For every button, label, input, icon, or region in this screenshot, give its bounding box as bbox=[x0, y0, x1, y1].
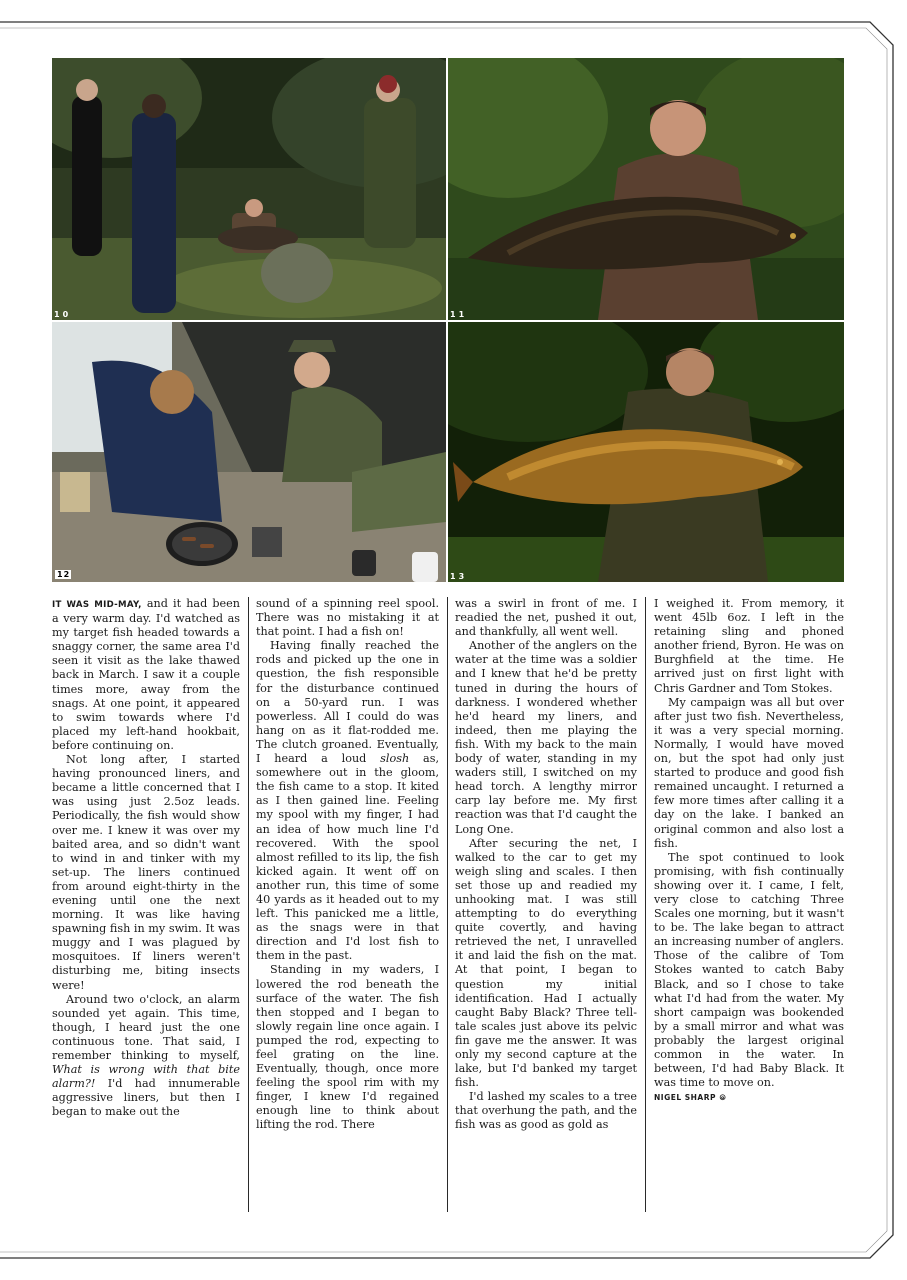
photo-number: 13 bbox=[450, 572, 468, 581]
paragraph: My campaign was all but over after just two fish. Nevertheless, it was a very special morning. Normally, I would have moved on, but the spot had only just started to produce and good fish remained uncaught. I returned a few more times after calling it a day on the lake. I banked an original common and also lost a fish. bbox=[654, 695, 844, 850]
end-mark-icon: ⦾ bbox=[719, 1093, 727, 1103]
photo-number: 11 bbox=[450, 310, 468, 319]
paragraph: The spot continued to look promising, with fish continually showing over it. I came, I felt, very close to catching Three Scales one morning, but it wasn't to be. The lake began to attract an increasing number of anglers. Those of the calibre of Tom Stokes wanted to catch Baby Black, and so I chose to take what I'd had from the water. My short campaign was bookended by a small mirror and what was probably the largest original common in the water. In between, I'd had Baby Black. It was time to move on. bbox=[654, 850, 844, 1090]
paragraph: I weighed it. From memory, it went 45lb 6oz. I left in the retaining sling and phoned another friend, Byron. He was on Burghfield at the time. He arrived just on first light with Chris Gardner and Tom Stokes. bbox=[654, 597, 844, 695]
author-signature: NIGEL SHARP bbox=[654, 1093, 716, 1103]
angler-mirror-carp-photo bbox=[448, 58, 844, 320]
photo-number: 10 bbox=[54, 310, 72, 319]
paragraph: Having finally reached the rods and picked up the one in question, the fish responsible for the disturbance continued on a 50-yard run. I was powerless. All I could do was hang on as it flat-rodded me. The clutch groaned. Eventually, I heard a loud slosh as, somewhere out in the gloom, the fish came to a stop. It kited as I then gained line. Feeling my spool with my finger, I had an idea of how much line I'd recovered. With the spool almost refilled to its lip, the fish kicked again. It went off on another run, this time of some 40 yards as it headed out to my left. This panicked me a little, as the snags were in that direction and I'd lost fish to them in the past. bbox=[256, 639, 440, 963]
common-carp-photo-icon bbox=[448, 322, 844, 582]
column-divider bbox=[645, 597, 646, 1212]
byline bbox=[654, 1090, 844, 1105]
paragraph: After securing the net, I walked to the car to get my weigh sling and scales. I then set those up and readied my unhooking mat. I was still attempting to do everything quite covertly, and having retrieved the net, I unravelled it and laid the fish on the mat. At that point, I began to question my initial identification. Had I actually caught Baby Black? Three tell-tale scales just above its pelvic fin gave me the answer. It was only my second capture at the lake, but I'd banked my target fish. bbox=[455, 836, 637, 1090]
column-divider bbox=[447, 597, 448, 1212]
camp-group-photo-icon bbox=[52, 58, 446, 320]
paragraph: was a swirl in front of me. I readied the net, pushed it out, and thankfully, all went well. bbox=[455, 597, 637, 639]
paragraph: Another of the anglers on the water at the time was a soldier and I knew that he'd be pretty tuned in during the hours of darkness. I wondered whether he'd heard my liners, and indeed, then me playing the fish. With my back to the main body of water, standing in my waders still, I switched on my head torch. A lengthy mirror carp lay before me. My first reaction was that I'd caught the Long One. bbox=[455, 639, 637, 836]
article-column-3 bbox=[455, 597, 637, 1133]
paragraph: I'd lashed my scales to a tree that overhung the path, and the fish was as good as gold as bbox=[455, 1090, 637, 1132]
camp-cooking-photo bbox=[52, 322, 446, 582]
article-column-1 bbox=[52, 597, 240, 1119]
cooking-photo-icon bbox=[52, 322, 446, 582]
paragraph: Around two o'clock, an alarm sounded yet again. This time, though, I heard just the one continuous tone. That said, I remember thinking to myself, What is wrong with that bite alarm?! I'd had innumerable aggressive liners, but then I began to make out the bbox=[52, 992, 240, 1119]
mirror-carp-photo-icon bbox=[448, 58, 844, 320]
paragraph: sound of a spinning reel spool. There was no mistaking it at that point. I had a fish on! bbox=[256, 597, 439, 639]
angler-common-carp-photo bbox=[448, 322, 844, 582]
article-column-4 bbox=[654, 597, 844, 1105]
paragraph: Standing in my waders, I lowered the rod beneath the surface of the water. The fish then stopped and I began to slowly regain line once again. I pumped the rod, expecting to feel grating on the line. Eventually, though, once more feeling the spool rim with my finger, I knew I'd regained enough line to think about lifting the rod. There bbox=[256, 963, 439, 1132]
column-divider bbox=[248, 597, 249, 1212]
paragraph: IT WAS MID-MAY, and it had been a very warm day. I'd watched as my target fish headed towards a snaggy corner, the same area I'd seen it visit as the lake thawed back in March. I saw it a couple times more, away from the snags. At one point, it appeared to swim towards where I'd placed my left-hand hookbait, before continuing on. bbox=[52, 597, 241, 752]
photo-number: 12 bbox=[57, 570, 71, 579]
lead-in: IT WAS MID-MAY, bbox=[52, 600, 142, 610]
anglers-camp-photo bbox=[52, 58, 446, 320]
article-column-2 bbox=[256, 597, 439, 1133]
paragraph: Not long after, I started having pronounced liners, and became a little concerned that I was using just 2.5oz leads. Periodically, the fish would show over me. I knew it was over my baited area, and so didn't want to wind in and tinker with my set-up. The liners continued from around eight-thirty in the evening until one the next morning. It was like having spawning fish in my swim. It was muggy and I was plagued by mosquitoes. If liners weren't disturbing me, biting insects were! bbox=[52, 753, 240, 992]
